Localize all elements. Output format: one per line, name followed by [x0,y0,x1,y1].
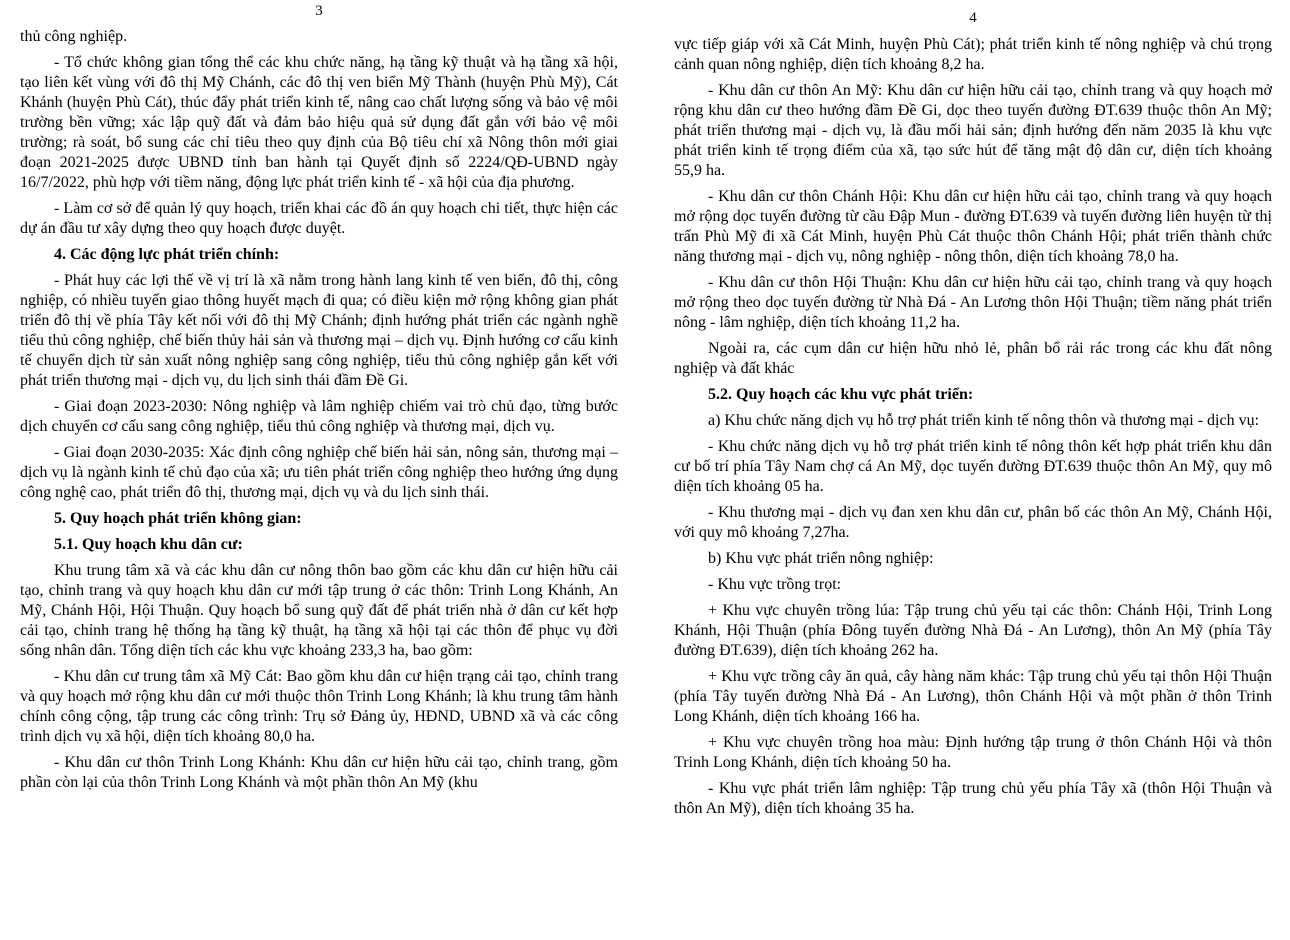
paragraph: - Khu dân cư trung tâm xã Mỹ Cát: Bao gồm khu dân cư hiện trạng cải tạo, chỉnh trang và quy hoạch mở rộng khu dân cư mới thuộc thôn Trinh Long Khánh; là khu trung tâm hành chính công cộng, tập trung các công trình: Trụ sở Đảng ủy, HĐND, UBND xã và các công trình dịch vụ xã hội, diện tích khoảng 80,0 ha. [20,668,618,745]
paragraph: + Khu vực chuyên trồng lúa: Tập trung chủ yếu tại các thôn: Chánh Hội, Trinh Long Khánh, Hội Thuận (phía Đông tuyến đường Nhà Đá - An Lương), thôn An Mỹ (phía Tây đường ĐT.639), diện tích khoảng 262 ha. [674,602,1272,659]
paragraph: thủ công nghiệp. [20,28,128,45]
paragraph: a) Khu chức năng dịch vụ hỗ trợ phát triển kinh tế nông thôn và thương mại - dịch vụ: [708,412,1260,429]
paragraph: - Khu dân cư thôn An Mỹ: Khu dân cư hiện hữu cải tạo, chỉnh trang và quy hoạch mở rộng khu dân cư theo hướng đầm Đề Gi, dọc theo tuyến đường ĐT.639 thuộc thôn An Mỹ; phát triển thương mại - dịch vụ, là đầu mối hải sản; định hướng đến năm 2035 là khu vực phát triển kinh tế trọng điểm của xã, tạo sức hút để tăng mật độ dân cư, diện tích khoảng 55,9 ha. [674,82,1272,179]
paragraph: - Khu thương mại - dịch vụ đan xen khu dân cư, phân bố các thôn An Mỹ, Chánh Hội, với quy mô khoảng 7,27ha. [674,504,1272,541]
paragraph: - Làm cơ sở để quản lý quy hoạch, triển khai các đồ án quy hoạch chi tiết, thực hiện các dự án đầu tư xây dựng theo quy hoạch được duyệt. [20,200,618,237]
page-content [20,27,618,799]
page-left [20,0,618,940]
paragraph: Ngoài ra, các cụm dân cư hiện hữu nhỏ lẻ, phân bổ rải rác trong các khu đất nông nghiệp và đất khác [674,340,1272,377]
paragraph: + Khu vực trồng cây ăn quả, cây hàng năm khác: Tập trung chủ yếu tại thôn Hội Thuận (phía Tây tuyến đường Nhà Đá - An Lương), thôn Chánh Hội và một phần ở thôn Trinh Long Khánh, diện tích khoảng 166 ha. [674,668,1272,725]
page-content [674,35,1272,825]
paragraph: - Khu dân cư thôn Trinh Long Khánh: Khu dân cư hiện hữu cải tạo, chỉnh trang, gồm phần còn lại của thôn Trinh Long Khánh và một phần thôn An Mỹ (khu [20,754,618,791]
page-number: 4 [969,10,977,26]
page-number: 3 [315,3,323,19]
paragraph: - Giai đoạn 2030-2035: Xác định công nghiệp chế biến hải sản, nông sản, thương mại – dịch vụ là ngành kinh tế chủ đạo của xã; ưu tiên phát triển công nghiệp theo hướng ứng dụng công nghệ cao, phát triển đô thị, thương mại, dịch vụ và du lịch sinh thái. [20,444,618,501]
paragraph: + Khu vực chuyên trồng hoa màu: Định hướng tập trung ở thôn Chánh Hội và thôn Trinh Long Khánh, diện tích khoảng 50 ha. [674,734,1272,771]
section-heading: 5. Quy hoạch phát triển không gian: [54,510,302,527]
paragraph: - Giai đoạn 2023-2030: Nông nghiệp và lâm nghiệp chiếm vai trò chủ đạo, từng bước dịch chuyển cơ cấu sang công nghiệp, tiểu thủ công nghiệp và thương mại, dịch vụ. [20,398,618,435]
paragraph: - Khu dân cư thôn Chánh Hội: Khu dân cư hiện hữu cải tạo, chỉnh trang và quy hoạch mở rộng dọc tuyến đường từ cầu Đập Mun - đường ĐT.639 và tuyến đường liên huyện từ thị trấn Phù Mỹ đi xã Cát Minh, huyện Phù Cát thuộc thôn Chánh Hội; phát triển thành chức năng thương mại - dịch vụ, nông nghiệp - nông thôn, diện tích khoảng 78,0 ha. [674,188,1272,265]
paragraph: - Khu dân cư thôn Hội Thuận: Khu dân cư hiện hữu cải tạo, chỉnh trang và quy hoạch mở rộng theo dọc tuyến đường từ Nhà Đá - An Lương thôn Hội Thuận; tiềm năng phát triển nông - lâm nghiệp, diện tích khoảng 11,2 ha. [674,274,1272,331]
paragraph: - Khu chức năng dịch vụ hỗ trợ phát triển kinh tế nông thôn kết hợp phát triển khu dân cư bố trí phía Tây Nam chợ cá An Mỹ, dọc tuyến đường ĐT.639 thuộc thôn An Mỹ, quy mô diện tích khoảng 05 ha. [674,438,1272,495]
section-heading: 5.2. Quy hoạch các khu vực phát triển: [708,386,974,403]
section-heading: 5.1. Quy hoạch khu dân cư: [54,536,243,553]
paragraph: b) Khu vực phát triển nông nghiệp: [708,550,934,567]
paragraph: Khu trung tâm xã và các khu dân cư nông thôn bao gồm các khu dân cư hiện hữu cải tạo, chỉnh trang và quy hoạch khu dân cư mới tập trung ở các thôn: Trinh Long Khánh, An Mỹ, Chánh Hội, Hội Thuận. Quy hoạch bổ sung quỹ đất để phát triển nhà ở dân cư kết hợp cải tạo, chỉnh trang hệ thống hạ tầng kỹ thuật, hạ tầng xã hội tại các thôn để phục vụ đời sống nhân dân. Tổng diện tích các khu vực khoảng 233,3 ha, bao gồm: [20,562,618,659]
paragraph: vực tiếp giáp với xã Cát Minh, huyện Phù Cát); phát triển kinh tế nông nghiệp và chú trọng cảnh quan nông nghiệp, diện tích khoảng 8,2 ha. [674,36,1272,73]
paragraph: - Khu vực trồng trọt: [708,576,842,593]
paragraph: - Khu vực phát triển lâm nghiệp: Tập trung chủ yếu phía Tây xã (thôn Hội Thuận và thôn An Mỹ), diện tích khoảng 35 ha. [674,780,1272,817]
page-right [674,0,1272,940]
paragraph: - Phát huy các lợi thế về vị trí là xã nằm trong hành lang kinh tế ven biển, đô thị, công nghiệp, có nhiều tuyến giao thông huyết mạch đi qua; có điều kiện mở rộng không gian phát triển đô thị về phía Tây kết nối với đô thị Mỹ Chánh; định hướng phát triển các ngành nghề tiểu thủ công nghiệp, chế biến thủy hải sản và thương mại – dịch vụ. Định hướng cơ cấu kinh tế chuyển dịch từ sản xuất nông nghiệp sang công nghiệp, tiểu thủ công nghiệp gắn kết với phát triển thương mại - dịch vụ, du lịch sinh thái đầm Đề Gi. [20,272,618,389]
paragraph: - Tổ chức không gian tổng thể các khu chức năng, hạ tầng kỹ thuật và hạ tầng xã hội, tạo liên kết vùng với đô thị Mỹ Chánh, các đô thị ven biển Mỹ Thành (huyện Phù Mỹ), Cát Khánh (huyện Phù Cát), thúc đẩy phát triển kinh tế, nâng cao chất lượng sống và bảo vệ môi trường bền vững; xác lập quỹ đất và đảm bảo hiệu quả sử dụng đất gắn với bảo vệ môi trường; rà soát, bổ sung các chỉ tiêu theo quy định của Bộ tiêu chí xã Nông thôn mới giai đoạn 2021-2025 được UBND tỉnh ban hành tại Quyết định số 2224/QĐ-UBND ngày 16/7/2022, phù hợp với tiềm năng, động lực phát triển kinh tế - xã hội của địa phương. [20,54,618,191]
section-heading: 4. Các động lực phát triển chính: [54,246,280,263]
